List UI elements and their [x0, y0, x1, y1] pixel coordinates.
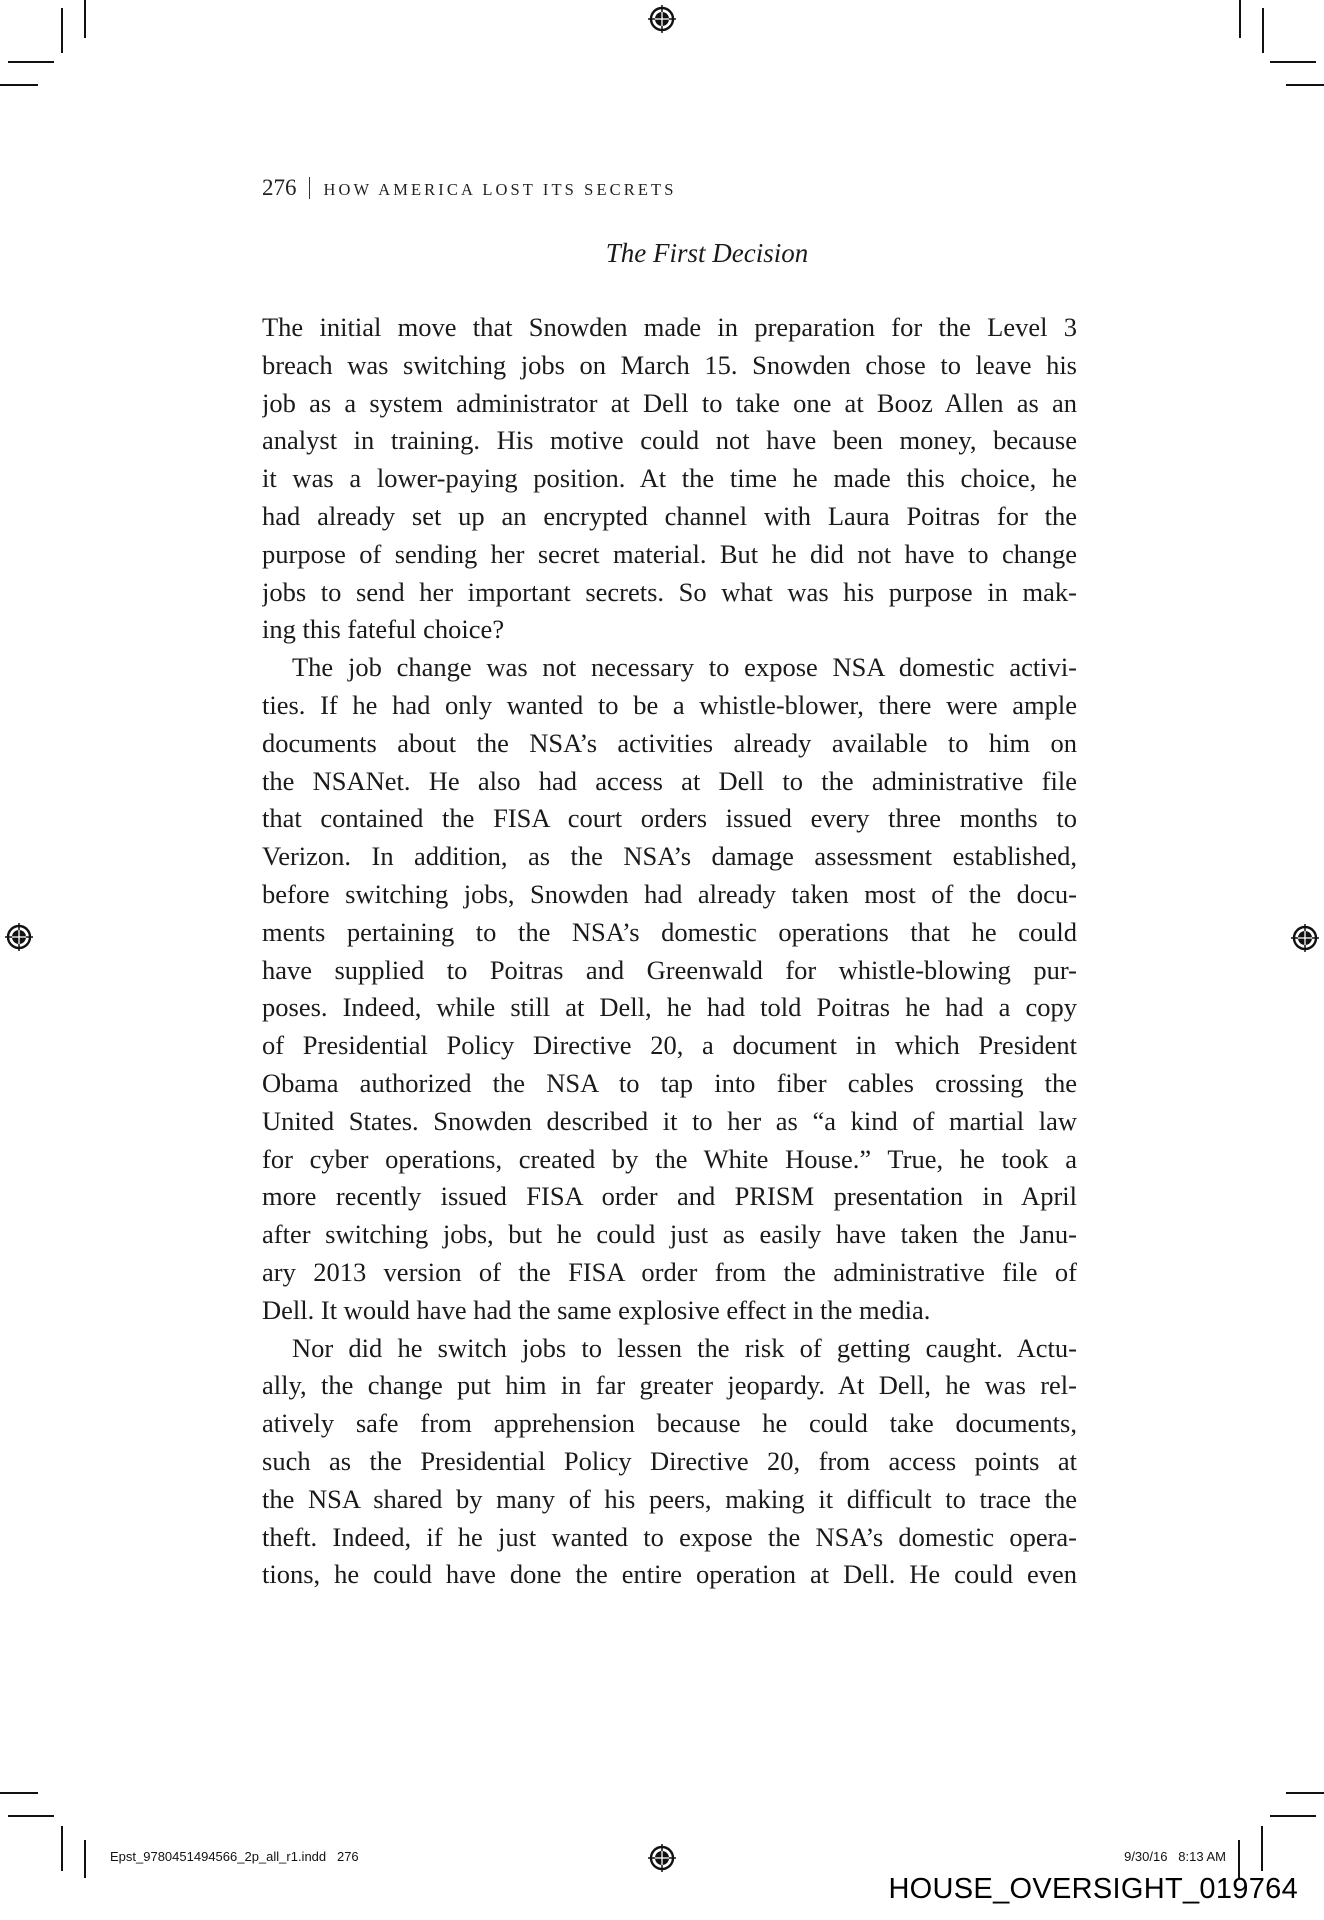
text-line: jobs to send her important secrets. So what was his purpose in mak- — [262, 576, 1077, 607]
text-line: the NSANet. He also had access at Dell to the administrative file — [262, 765, 1077, 796]
crop-mark — [8, 61, 54, 63]
section-heading: The First Decision — [605, 238, 809, 268]
crop-mark — [1270, 1815, 1316, 1817]
paragraph — [262, 309, 1077, 649]
text-line: that contained the FISA court orders issued every three months to — [262, 803, 1077, 834]
crosshair-target-icon — [648, 1844, 676, 1872]
text-line: before switching jobs, Snowden had already taken most of the docu- — [262, 878, 1077, 909]
crop-mark — [84, 0, 86, 38]
paragraph — [262, 1330, 1077, 1595]
header-divider — [309, 177, 310, 199]
crop-mark — [1270, 61, 1316, 63]
text-line: ties. If he had only wanted to be a whistle-blower, there were ample — [262, 689, 1077, 720]
text-line: it was a lower-paying position. At the time he made this choice, he — [262, 463, 1077, 494]
page-number: 276 — [262, 175, 297, 200]
book-title: HOW AMERICA LOST ITS SECRETS — [323, 180, 677, 199]
crop-mark — [0, 1792, 38, 1794]
running-head — [262, 176, 676, 202]
crosshair-target-icon — [648, 5, 676, 33]
bates-number: HOUSE_OVERSIGHT_019764 — [888, 1873, 1298, 1905]
crop-mark — [1261, 1826, 1263, 1871]
crosshair-target-icon — [1291, 924, 1319, 952]
crop-mark — [61, 1826, 63, 1871]
text-line: breach was switching jobs on March 15. Snowden chose to leave his — [262, 349, 1077, 380]
text-line: theft. Indeed, if he just wanted to expose the NSA’s domestic opera- — [262, 1521, 1077, 1552]
crop-mark — [1286, 1792, 1324, 1794]
text-line: after switching jobs, but he could just as easily have taken the Janu- — [262, 1219, 1077, 1250]
text-line: analyst in training. His motive could not have been money, because — [262, 425, 1077, 456]
crop-mark — [1286, 84, 1324, 86]
text-line: of Presidential Policy Directive 20, a document in which President — [262, 1030, 1077, 1061]
text-line: Dell. It would have had the same explosive effect in the media. — [262, 1294, 931, 1325]
crop-mark — [1262, 8, 1264, 53]
print-slug-filename: Epst_9780451494566_2p_all_r1.indd 276 — [110, 1849, 359, 1864]
text-line: tions, he could have done the entire operation at Dell. He could even — [262, 1559, 1077, 1590]
paragraph — [262, 649, 1077, 1329]
text-line: such as the Presidential Policy Directive 20, from access points at — [262, 1445, 1077, 1476]
text-line: have supplied to Poitras and Greenwald for whistle-blowing pur- — [262, 954, 1077, 985]
crosshair-target-icon — [5, 923, 33, 951]
text-line: the NSA shared by many of his peers, making it difficult to trace the — [262, 1483, 1077, 1514]
text-line: atively safe from apprehension because he could take documents, — [262, 1408, 1077, 1439]
text-line: poses. Indeed, while still at Dell, he had told Poitras he had a copy — [262, 992, 1077, 1023]
text-line: job as a system administrator at Dell to take one at Booz Allen as an — [262, 387, 1077, 418]
text-line: for cyber operations, created by the White House.” True, he took a — [262, 1143, 1077, 1174]
text-line: The initial move that Snowden made in preparation for the Level 3 — [262, 312, 1077, 342]
crop-mark — [84, 1840, 86, 1878]
text-line: purpose of sending her secret material. But he did not have to change — [262, 538, 1077, 569]
text-line: ments pertaining to the NSA’s domestic operations that he could — [262, 916, 1077, 947]
body-text — [262, 309, 1077, 1594]
text-line: United States. Snowden described it to her as “a kind of martial law — [262, 1105, 1077, 1136]
crop-mark — [8, 1815, 54, 1817]
crop-mark — [61, 8, 63, 53]
crop-mark — [0, 84, 38, 86]
text-line: Verizon. In addition, as the NSA’s damage assessment established, — [262, 841, 1077, 872]
text-line: documents about the NSA’s activities already available to him on — [262, 727, 1077, 758]
crop-mark — [1239, 0, 1241, 38]
text-line: ally, the change put him in far greater jeopardy. At Dell, he was rel- — [262, 1370, 1077, 1401]
text-line: ary 2013 version of the FISA order from the administrative file of — [262, 1256, 1077, 1287]
text-line: Nor did he switch jobs to lessen the risk of getting caught. Actu- — [292, 1332, 1077, 1363]
text-line: ing this fateful choice? — [262, 614, 505, 645]
text-line: more recently issued FISA order and PRISM presentation in April — [262, 1181, 1077, 1212]
text-line: The job change was not necessary to expose NSA domestic activi- — [292, 652, 1077, 683]
print-slug-timestamp: 9/30/16 8:13 AM — [1124, 1849, 1226, 1864]
text-line: Obama authorized the NSA to tap into fiber cables crossing the — [262, 1067, 1077, 1098]
text-line: had already set up an encrypted channel with Laura Poitras for the — [262, 500, 1077, 531]
